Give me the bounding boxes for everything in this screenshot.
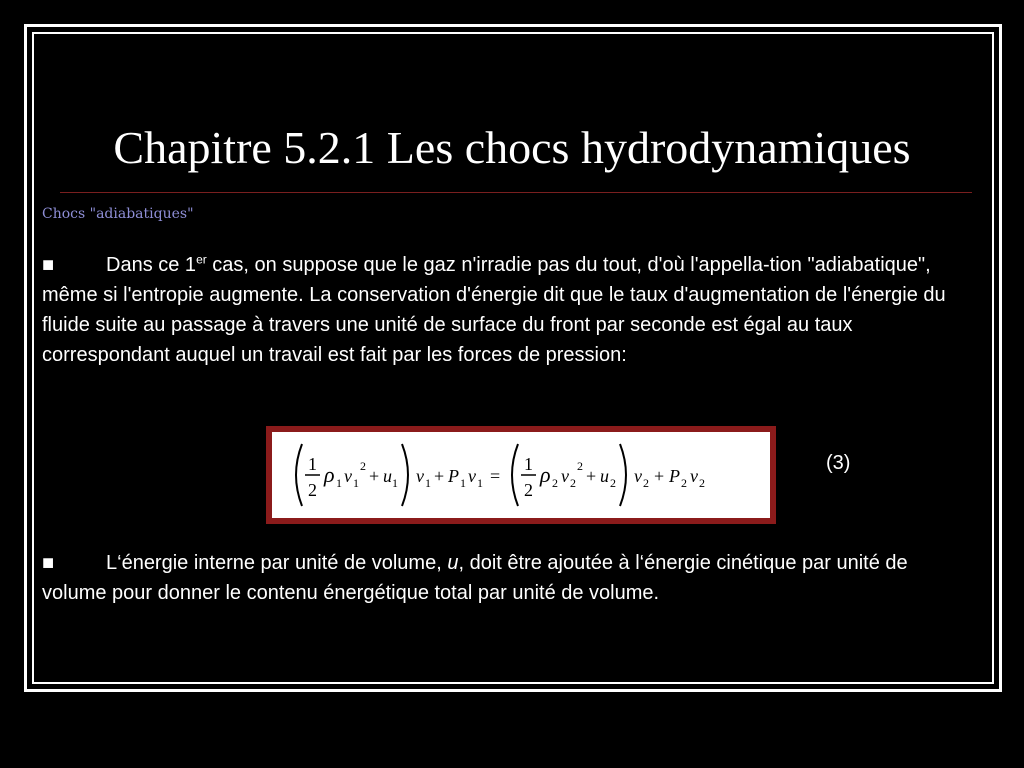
paragraph-2-rest: , doit être ajoutée à l‘énergie cinétique par unité de volume pour donner le contenu énergétique total par unité de volume. xyxy=(42,552,908,604)
paragraph-1-rest: cas, on suppose que le gaz n'irradie pas du tout, d'où l'appella-tion "adiabatique", même si l'entropie augmente. La conservation d'énergie dit que le taux d'augmentation de l'énergie du fluide suite au passage à travers une unité de surface du front par seconde est égal au taux correspondant auquel un travail est fait par les forces de pression: xyxy=(42,254,946,366)
paragraph-1-start: Dans ce 1 xyxy=(106,254,197,276)
rho-2-sub: 2 xyxy=(552,476,558,490)
bullet-icon: ■ xyxy=(42,254,55,276)
plus-2: + xyxy=(434,466,445,486)
equals-sign: = xyxy=(490,466,501,486)
right-paren-open xyxy=(512,444,518,506)
P-2-sub: 2 xyxy=(681,476,687,490)
u-1-sub: 1 xyxy=(392,476,398,490)
frac-denominator-left: 2 xyxy=(308,480,317,500)
u-1: u xyxy=(383,466,392,486)
v-1b-sub: 1 xyxy=(425,476,431,490)
plus-1: + xyxy=(369,466,380,486)
P-1-sub: 1 xyxy=(460,476,466,490)
rho-2: ρ xyxy=(540,462,551,487)
plus-3: + xyxy=(586,466,597,486)
slide-subtitle: Chocs "adiabatiques" xyxy=(42,206,194,222)
v-2c: v xyxy=(690,466,698,486)
u-2-sub: 2 xyxy=(610,476,616,490)
paragraph-2 xyxy=(42,548,942,608)
slide-title: Chapitre 5.2.1 Les chocs hydrodynamiques xyxy=(113,122,911,173)
square-2: 2 xyxy=(577,459,583,473)
left-paren-close xyxy=(402,444,408,506)
v-1a: v xyxy=(344,466,352,486)
v-2b-sub: 2 xyxy=(643,476,649,490)
v-2a: v xyxy=(561,466,569,486)
left-paren-open xyxy=(296,444,302,506)
paragraph-2-italic: u xyxy=(447,552,459,574)
P-2: P xyxy=(669,466,680,486)
frac-numerator-right: 1 xyxy=(524,454,533,474)
rho-1-sub: 1 xyxy=(336,476,342,490)
paragraph-1 xyxy=(42,250,982,370)
v-2a-sub: 2 xyxy=(570,476,576,490)
paragraph-2-start: L‘énergie interne par unité de volume, xyxy=(106,552,448,574)
v-2c-sub: 2 xyxy=(699,476,705,490)
title-divider xyxy=(60,192,972,193)
v-1c: v xyxy=(468,466,476,486)
v-2b: v xyxy=(634,466,642,486)
bullet-icon: ■ xyxy=(42,552,55,574)
plus-4: + xyxy=(654,466,665,486)
frac-denominator-right: 2 xyxy=(524,480,533,500)
v-1c-sub: 1 xyxy=(477,476,483,490)
equation-number: (3) xyxy=(826,452,851,474)
frac-numerator-left: 1 xyxy=(308,454,317,474)
rho-1: ρ xyxy=(324,462,335,487)
v-1a-sub: 1 xyxy=(353,476,359,490)
square-1: 2 xyxy=(360,459,366,473)
right-paren-close xyxy=(620,444,626,506)
equation-box xyxy=(266,426,776,524)
paragraph-1-superscript: er xyxy=(196,252,207,267)
equation xyxy=(296,444,705,506)
u-2: u xyxy=(600,466,609,486)
v-1b: v xyxy=(416,466,424,486)
P-1: P xyxy=(448,466,459,486)
